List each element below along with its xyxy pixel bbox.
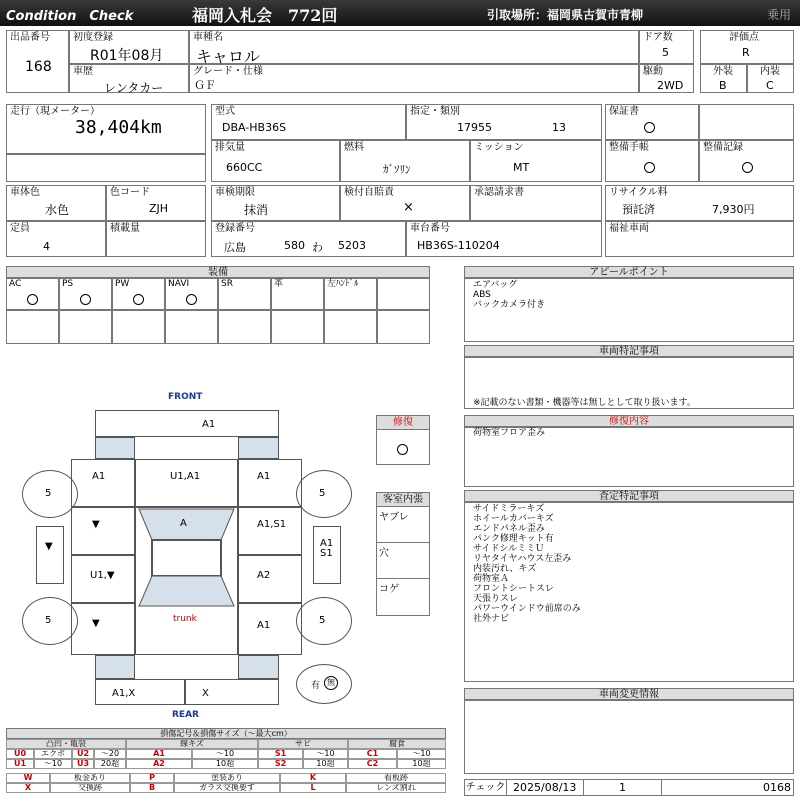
self-label: 検付自賠責 xyxy=(344,187,394,198)
inspection-line: ホイールカバーキズ xyxy=(473,514,554,524)
legend-cell: U2 xyxy=(72,749,94,759)
inspection-title: 査定特記事項 xyxy=(464,490,794,502)
trim-box xyxy=(189,64,639,93)
grade-box xyxy=(700,30,794,64)
chassis-value: HB36S-110204 xyxy=(417,239,500,252)
displacement-box xyxy=(211,140,340,182)
equipment-cell xyxy=(271,278,324,310)
mileage-label: 走行（現メーター） xyxy=(10,106,100,117)
legend-cell: 線キズ xyxy=(126,739,258,749)
panel-top-label: A1 xyxy=(202,419,216,430)
legend-cell: 腐食 xyxy=(348,739,446,749)
spare-label: 有 xyxy=(311,681,321,691)
check-label: チェック xyxy=(465,782,506,793)
panel-mc-label: A xyxy=(180,518,187,529)
cabin-box xyxy=(376,492,430,616)
recycle-status: 預託済 xyxy=(622,203,655,216)
check-sep-1 xyxy=(583,780,584,795)
manual-label: 整備手帳 xyxy=(609,142,649,153)
record-label: 整備記録 xyxy=(703,142,743,153)
tire-fr-label: 5 xyxy=(319,488,326,499)
doors-value: 5 xyxy=(662,46,669,59)
doors-box xyxy=(639,30,694,64)
spare-tire xyxy=(296,664,352,704)
mission-value: MT xyxy=(513,161,530,174)
int-value: C xyxy=(766,79,774,92)
panel-shade-rr xyxy=(238,655,279,679)
equipment-cell-empty xyxy=(377,310,430,344)
inspect-value: 抹消 xyxy=(244,203,269,217)
capacity-value: 4 xyxy=(43,240,50,253)
legend-cell: U0 xyxy=(6,749,34,759)
legend-cell: K xyxy=(280,773,346,783)
legend-cell: ガラス交換要す xyxy=(174,783,280,793)
legend-cell: L xyxy=(280,783,346,793)
equipment-cell-empty xyxy=(324,310,377,344)
inspection-line: サイドミラーキズ xyxy=(473,504,545,514)
diagram-rear: REAR xyxy=(172,710,199,720)
equipment-label: PW xyxy=(115,279,130,289)
code-label: 色コード xyxy=(110,187,150,198)
inspection-line: フロントシートスレ xyxy=(473,584,554,594)
equipment-cell-empty xyxy=(271,310,324,344)
legend-cell: A2 xyxy=(126,759,192,769)
warranty-extra xyxy=(699,104,794,140)
inspection-line: 荷物室Ａ xyxy=(473,574,510,584)
panel-fc-label: U1,A1 xyxy=(170,471,201,482)
legend-cell: ～10 xyxy=(397,749,446,759)
reg-area: 広島 xyxy=(224,241,246,254)
displacement-label: 排気量 xyxy=(215,142,245,153)
special-box xyxy=(464,357,794,409)
model-box xyxy=(189,30,639,64)
tire-rr-label: 5 xyxy=(319,615,326,626)
equipment-circle xyxy=(27,294,38,305)
warranty-circle xyxy=(644,122,655,133)
type-label: 型式 xyxy=(215,106,235,117)
side-l-label: ▼ xyxy=(45,541,53,552)
panel-rr xyxy=(238,555,302,603)
panel-rl-label: U1,▼ xyxy=(90,570,115,581)
panel-ml-label: ▼ xyxy=(92,519,100,530)
color-value: 水色 xyxy=(45,203,70,217)
color-label: 車体色 xyxy=(10,187,40,198)
legend-cell: B xyxy=(130,783,174,793)
tire-fl xyxy=(22,470,78,518)
model-name: キャロル xyxy=(196,47,261,66)
equipment-label: PS xyxy=(62,279,74,289)
inspection-line: サイドシルミミＵ xyxy=(473,544,545,554)
equipment-cell-empty xyxy=(218,310,271,344)
legend-cell: 看板跡 xyxy=(346,773,446,783)
check-date: 2025/08/13 xyxy=(513,781,577,794)
equipment-title: 装備 xyxy=(6,266,430,278)
fuel-label: 燃料 xyxy=(344,142,364,153)
legend-cell: エクボ xyxy=(34,749,72,759)
code-box xyxy=(106,185,206,221)
appeal-title: アピールポイント xyxy=(464,266,794,278)
history-label: 車歴 xyxy=(73,66,93,77)
appeal-box xyxy=(464,278,794,342)
pickup-location: 引取場所：福岡県古賀市青柳 xyxy=(487,8,644,22)
vehicle-type-label: 乗用 xyxy=(767,8,792,22)
appeal-line-3: バックカメラ付き xyxy=(473,300,546,310)
special-title: 車両特記事項 xyxy=(464,345,794,357)
equipment-circle xyxy=(80,294,91,305)
mission-label: ミッション xyxy=(474,142,524,153)
spare-icon: 無 xyxy=(324,676,338,690)
inspect-label: 車検期限 xyxy=(215,187,255,198)
cabin-row-3: コゲ xyxy=(379,584,399,595)
equipment-cell xyxy=(6,278,59,310)
panel-bumper-l xyxy=(95,679,185,705)
equipment-cell xyxy=(165,278,218,310)
panel-botl-label: A1,X xyxy=(112,688,136,699)
header-title-en: Condition Check xyxy=(6,9,134,24)
regno-label: 登録番号 xyxy=(215,223,255,234)
special-note: ※記載のない書類・機器等は無しとして取り扱います。 xyxy=(473,398,696,408)
mission-box xyxy=(470,140,602,182)
equipment-label: 革 xyxy=(274,279,284,289)
ext-label: 外装 xyxy=(713,66,733,77)
approve-label: 承認請求書 xyxy=(474,187,524,198)
panel-rr-label: A2 xyxy=(257,570,271,581)
side-mirror-r xyxy=(313,526,341,584)
legend-cell: 20超 xyxy=(94,759,126,769)
legend-cell: 10超 xyxy=(303,759,348,769)
header-bar xyxy=(0,0,800,26)
mileage-box xyxy=(6,104,206,154)
load-box xyxy=(106,221,206,257)
reg-kana: わ xyxy=(312,241,323,254)
legend-title: 損傷記号＆損傷サイズ（～最大cm） xyxy=(6,728,446,739)
legend-cell: ～10 xyxy=(192,749,258,759)
self-value: × xyxy=(403,200,414,215)
warranty-label: 保証書 xyxy=(609,106,639,117)
panel-rl xyxy=(71,555,135,603)
recycle-box xyxy=(605,185,794,221)
tire-fr xyxy=(296,470,352,518)
equipment-circle xyxy=(133,294,144,305)
grade-value: R xyxy=(742,46,750,59)
warranty-box xyxy=(605,104,699,140)
legend-cell: C2 xyxy=(348,759,397,769)
check-sep-2 xyxy=(661,780,662,795)
tire-rl xyxy=(22,597,78,645)
history-box xyxy=(69,64,189,93)
inspection-box xyxy=(464,502,794,682)
equipment-cell-empty xyxy=(165,310,218,344)
legend-cell: A1 xyxy=(126,749,192,759)
record-box xyxy=(699,140,794,182)
mileage-extra xyxy=(6,154,206,182)
history-value: レンタカー xyxy=(104,81,164,95)
equipment-label: 左ﾊﾝﾄﾞﾙ xyxy=(327,279,359,289)
drive-box xyxy=(639,64,694,93)
check-num: 1 xyxy=(619,781,626,794)
panel-mr xyxy=(238,507,302,555)
designation-label: 指定・類別 xyxy=(410,106,460,117)
side-mirror-l xyxy=(36,526,64,584)
panel-ml xyxy=(71,507,135,555)
drive-label: 駆動 xyxy=(643,66,663,77)
diagram-front: FRONT xyxy=(168,392,203,402)
side-r-label-1: A1 xyxy=(320,538,334,549)
grade-label: 評価点 xyxy=(729,32,759,43)
legend-cell: 板金あり xyxy=(50,773,130,783)
inspect-box xyxy=(211,185,340,221)
panel-fr-label: A1 xyxy=(257,471,271,482)
equipment-cell xyxy=(112,278,165,310)
legend-cell: ～10 xyxy=(34,759,72,769)
auction-title: 福岡入札会 772回 xyxy=(192,6,338,25)
chassis-box xyxy=(406,221,602,257)
reg-num2: 5203 xyxy=(338,239,366,252)
first-registration: R01年08月 xyxy=(90,48,164,64)
category-value: 13 xyxy=(552,121,566,134)
displacement-value: 660CC xyxy=(226,161,263,174)
check-row xyxy=(464,779,794,796)
panel-bl xyxy=(71,603,135,655)
code-value: ZJH xyxy=(149,202,169,215)
inspection-line: パンク修理キット有 xyxy=(473,534,554,544)
recycle-amount: 7,930円 xyxy=(712,203,755,216)
reg-num1: 580 xyxy=(284,239,305,252)
int-label: 内装 xyxy=(760,66,780,77)
legend-cell: S1 xyxy=(258,749,303,759)
fuel-value: ｶﾞｿﾘﾝ xyxy=(383,163,411,176)
legend-cell: U3 xyxy=(72,759,94,769)
reg-box xyxy=(69,30,189,64)
panel-br xyxy=(238,603,302,655)
ext-box xyxy=(700,64,747,93)
int-box xyxy=(747,64,794,93)
equipment-label: AC xyxy=(9,279,22,289)
chassis-label: 車台番号 xyxy=(410,223,450,234)
inspection-line: エンドパネル歪み xyxy=(473,524,545,534)
recycle-label: リサイクル料 xyxy=(609,187,668,198)
trim-value: ＧＦ xyxy=(194,79,216,92)
repair-content-title: 修復内容 xyxy=(464,415,794,427)
panel-br-label: A1 xyxy=(257,620,271,631)
manual-box xyxy=(605,140,699,182)
legend-cell: レンズ割れ xyxy=(346,783,446,793)
cabin-row-2: 穴 xyxy=(377,543,429,579)
legend-cell: P xyxy=(130,773,174,783)
doors-label: ドア数 xyxy=(643,32,673,43)
equipment-cell-empty xyxy=(59,310,112,344)
welfare-box xyxy=(605,221,794,257)
repair-small-circle xyxy=(397,444,408,455)
fuel-box xyxy=(340,140,470,182)
inspection-line: パワーウインドウ前席のみ xyxy=(473,604,581,614)
panel-bumper-r xyxy=(185,679,279,705)
capacity-box xyxy=(6,221,106,257)
panel-fr xyxy=(238,459,302,507)
change-title: 車両変更情報 xyxy=(464,688,794,700)
panel-bl-label: ▼ xyxy=(92,618,100,629)
panel-fl xyxy=(71,459,135,507)
inspection-line: 天張りスレ xyxy=(473,594,519,604)
legend-cell: S2 xyxy=(258,759,303,769)
legend-cell: 交換跡 xyxy=(50,783,130,793)
equipment-cell xyxy=(324,278,377,310)
panel-fl-label: A1 xyxy=(92,471,106,482)
designation-box xyxy=(406,104,602,140)
equipment-circle xyxy=(186,294,197,305)
legend-cell: C1 xyxy=(348,749,397,759)
repair-content-box xyxy=(464,427,794,487)
tire-fl-label: 5 xyxy=(45,488,52,499)
lot-label: 出品番号 xyxy=(10,32,50,43)
panel-fc xyxy=(135,459,238,507)
appeal-line-1: エアバッグ xyxy=(473,280,518,290)
legend-cell: U1 xyxy=(6,759,34,769)
change-box xyxy=(464,700,794,774)
type-box xyxy=(211,104,406,140)
capacity-label: 定員 xyxy=(10,223,30,234)
panel-shade-fl xyxy=(95,437,135,459)
legend-cell: W xyxy=(6,773,50,783)
tire-rr xyxy=(296,597,352,645)
ext-value: B xyxy=(719,79,727,92)
record-circle xyxy=(742,162,753,173)
repair-small-title: 修復 xyxy=(377,416,429,430)
panel-shade-fr xyxy=(238,437,279,459)
panel-shade-rl xyxy=(95,655,135,679)
inspection-line: リヤタイヤハウス左歪み xyxy=(473,554,572,564)
legend-cell: 凸凹・亀裂 xyxy=(6,739,126,749)
panel-mr-label: A1,S1 xyxy=(257,519,287,530)
lot-box xyxy=(6,30,69,93)
trunk-label: trunk xyxy=(173,614,197,624)
cabin-title: 客室内張 xyxy=(377,493,429,507)
model-label: 車種名 xyxy=(193,32,223,43)
repair-small-box xyxy=(376,415,430,465)
panel-hood-top xyxy=(95,410,279,437)
cabin-roof-drawing xyxy=(135,507,238,655)
legend-cell: サビ xyxy=(258,739,348,749)
equipment-label: SR xyxy=(221,279,233,289)
legend-cell: 塗装あり xyxy=(174,773,280,783)
equipment-label: NAVI xyxy=(168,279,190,289)
panel-botr-label: X xyxy=(202,688,209,699)
manual-circle xyxy=(644,162,655,173)
trim-label: グレード・仕様 xyxy=(193,66,263,77)
repair-content-text: 荷物室フロア歪み xyxy=(473,428,546,438)
legend-cell: ～20 xyxy=(94,749,126,759)
type-value: DBA-HB36S xyxy=(222,121,287,134)
regno-box xyxy=(211,221,406,257)
legend-cell: 10超 xyxy=(192,759,258,769)
drive-value: 2WD xyxy=(657,79,684,92)
mileage-value: 38,404km xyxy=(75,117,162,138)
load-label: 積載量 xyxy=(110,223,140,234)
color-box xyxy=(6,185,106,221)
equipment-cell-empty xyxy=(112,310,165,344)
legend-cell: X xyxy=(6,783,50,793)
legend-cell: ～10 xyxy=(303,749,348,759)
welfare-label: 福祉車両 xyxy=(609,223,649,234)
designation-value: 17955 xyxy=(457,121,492,134)
check-code: 0168 xyxy=(763,781,791,794)
reg-label: 初度登録 xyxy=(73,32,113,43)
inspection-line: 内装汚れ、キズ xyxy=(473,564,537,574)
equipment-cell xyxy=(218,278,271,310)
inspection-line: 社外ナビ xyxy=(473,614,510,624)
cabin-row-1: ヤブレ xyxy=(377,507,429,543)
self-box xyxy=(340,185,470,221)
legend-cell: 10超 xyxy=(397,759,446,769)
equipment-cell xyxy=(59,278,112,310)
equipment-cell xyxy=(377,278,430,310)
lot-number: 168 xyxy=(25,59,52,75)
approve-box xyxy=(470,185,602,221)
appeal-line-2: ABS xyxy=(473,290,491,300)
tire-rl-label: 5 xyxy=(45,615,52,626)
side-r-label-2: S1 xyxy=(320,548,333,559)
equipment-cell-empty xyxy=(6,310,59,344)
